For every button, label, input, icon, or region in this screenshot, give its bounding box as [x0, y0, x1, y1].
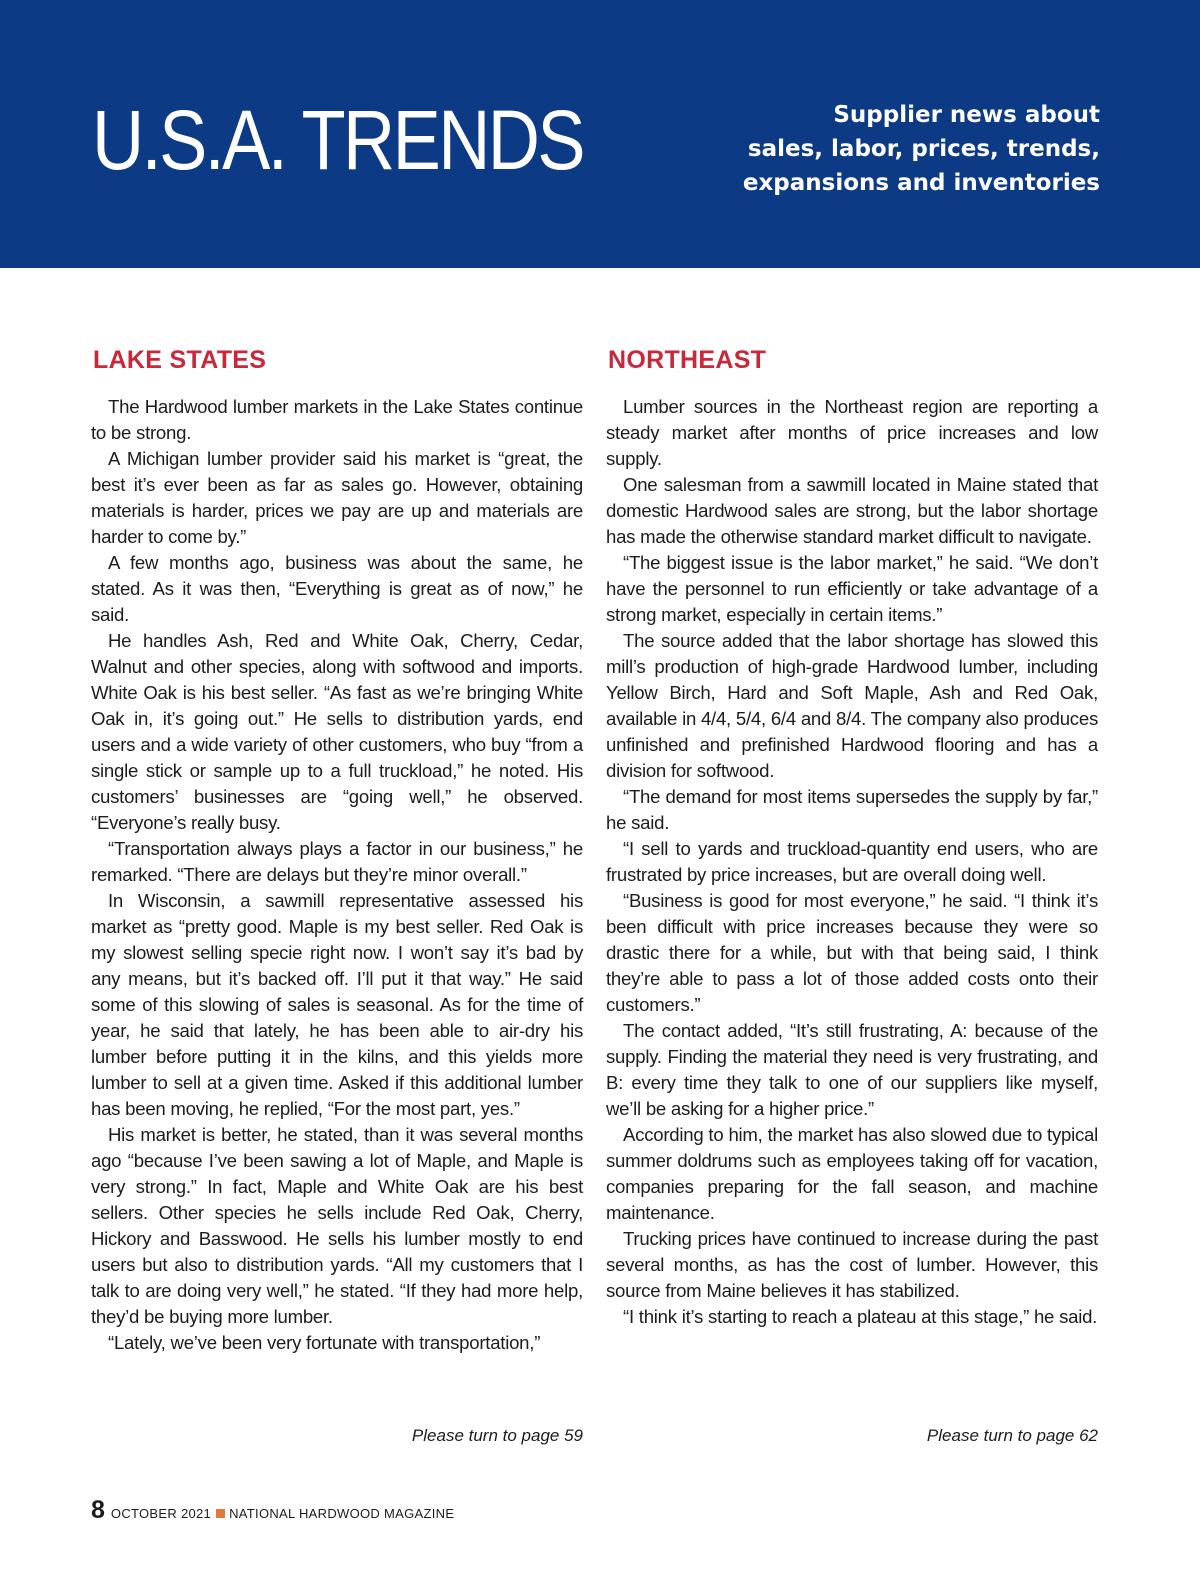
article-paragraph: The source added that the labor shortage has slowed this mill’s production of high-grade Hardwood lumber, including Yellow Birch, Hard and Soft Maple, Ash and Red Oak, available in 4/4, 5/4, 6/4 and 8/4. The company also produces unfinished and prefinished Hardwood flooring and has a division for softwood. [606, 630, 1098, 781]
article-paragraph: His market is better, he stated, than it was several months ago “because I’ve been sawing a lot of Maple, and Maple is very strong.” In fact, Maple and White Oak are his best sellers. Other species he sells include Red Oak, Cherry, Hickory and Basswood. He sells his lumber mostly to end users but also to distribution yards. “All my customers that I talk to are doing very well,” he stated. “If they had more help, they’d be buying more lumber. [91, 1124, 583, 1327]
tagline-line: expansions and inventories [742, 170, 1100, 196]
issue-date: OCTOBER 2021 [110, 1506, 212, 1521]
northeast-heading: NORTHEAST [608, 346, 767, 374]
article-paragraph: Trucking prices have continued to increase during the past several months, as has the cost of lumber. However, this source from Maine believes it has stabilized. [606, 1228, 1098, 1301]
article-paragraph: “The demand for most items supersedes the supply by far,” he said. [606, 786, 1098, 833]
section-tagline [743, 98, 1100, 200]
article-paragraph: “Lately, we’ve been very fortunate with transportation,” [108, 1332, 541, 1353]
article-paragraph: The Hardwood lumber markets in the Lake States continue to be strong. [91, 396, 583, 443]
article-paragraph: He handles Ash, Red and White Oak, Cherry, Cedar, Walnut and other species, along with softwood and imports. White Oak is his best seller. “As fast as we’re bringing White Oak in, it’s going out.” He sells to distribution yards, end users and a wide variety of other customers, who buy “from a single stick or sample up to a full truckload,” he noted. His customers’ businesses are “going well,” he observed. “Everyone’s really busy. [91, 630, 583, 833]
publication-name: NATIONAL HARDWOOD MAGAZINE [229, 1506, 455, 1521]
lake-states-heading: LAKE STATES [93, 346, 267, 374]
page-number: 8 [91, 1496, 105, 1524]
article-paragraph: “I think it’s starting to reach a plateau at this stage,” he said. [623, 1306, 1098, 1327]
article-paragraph: “Business is good for most everyone,” he said. “I think it’s been difficult with price increases because they were so drastic there for a while, but with that being said, I think they’re able to pass a lot of those added costs onto their customers.” [606, 890, 1098, 1015]
article-paragraph: A few months ago, business was about the same, he stated. As it was then, “Everything is great as of now,” he said. [91, 552, 583, 625]
orange-square-icon [216, 1509, 225, 1518]
tagline-line: sales, labor, prices, trends, [747, 136, 1100, 162]
article-paragraph: In Wisconsin, a sawmill representative assessed his market as “pretty good. Maple is my best seller. Red Oak is my slowest selling specie right now. I won’t say it’s bad by any means, but it’s backed off. I’ll put it that way.” He said some of this slowing of sales is seasonal. As for the time of year, he said that lately, he has been able to air-dry his lumber before putting it in the kilns, and this yields more lumber to sell at a given time. Asked if this additional lumber has been moving, he replied, “For the most part, yes.” [91, 890, 583, 1119]
article-paragraph: According to him, the market has also slowed due to typical summer doldrums such as employees taking off for vacation, companies preparing for the fall season, and machine maintenance. [606, 1124, 1098, 1223]
article-paragraph: Lumber sources in the Northeast region are reporting a steady market after months of price increases and low supply. [606, 396, 1098, 469]
tagline-line: Supplier news about [833, 102, 1100, 128]
northeast-column [606, 344, 1098, 1330]
article-paragraph: One salesman from a sawmill located in Maine stated that domestic Hardwood sales are strong, but the labor shortage has made the otherwise standard market difficult to navigate. [606, 474, 1098, 547]
section-title: U.S.A. TRENDS [92, 93, 583, 187]
article-paragraph: A Michigan lumber provider said his market is “great, the best it’s ever been as far as sales go. However, obtaining materials is harder, prices we pay are up and materials are harder to come by.” [91, 448, 583, 547]
article-paragraph: “I sell to yards and truckload-quantity end users, who are frustrated by price increases, but are overall doing well. [606, 838, 1098, 885]
continued-note-link: Please turn to page 59 [411, 1426, 583, 1445]
lake-states-column [91, 344, 583, 1356]
article-paragraph: “Transportation always plays a factor in our business,” he remarked. “There are delays but they’re minor overall.” [91, 838, 583, 885]
article-paragraph: “The biggest issue is the labor market,” he said. “We don’t have the personnel to run efficiently or take advantage of a strong market, especially in certain items.” [606, 552, 1098, 625]
header-banner [0, 0, 1200, 268]
page-footer [91, 1496, 454, 1525]
article-paragraph: The contact added, “It’s still frustrating, A: because of the supply. Finding the material they need is very frustrating, and B: every time they talk to one of our suppliers like myself, we’ll be asking for a higher price.” [606, 1020, 1098, 1119]
continued-note-link: Please turn to page 62 [926, 1426, 1098, 1445]
